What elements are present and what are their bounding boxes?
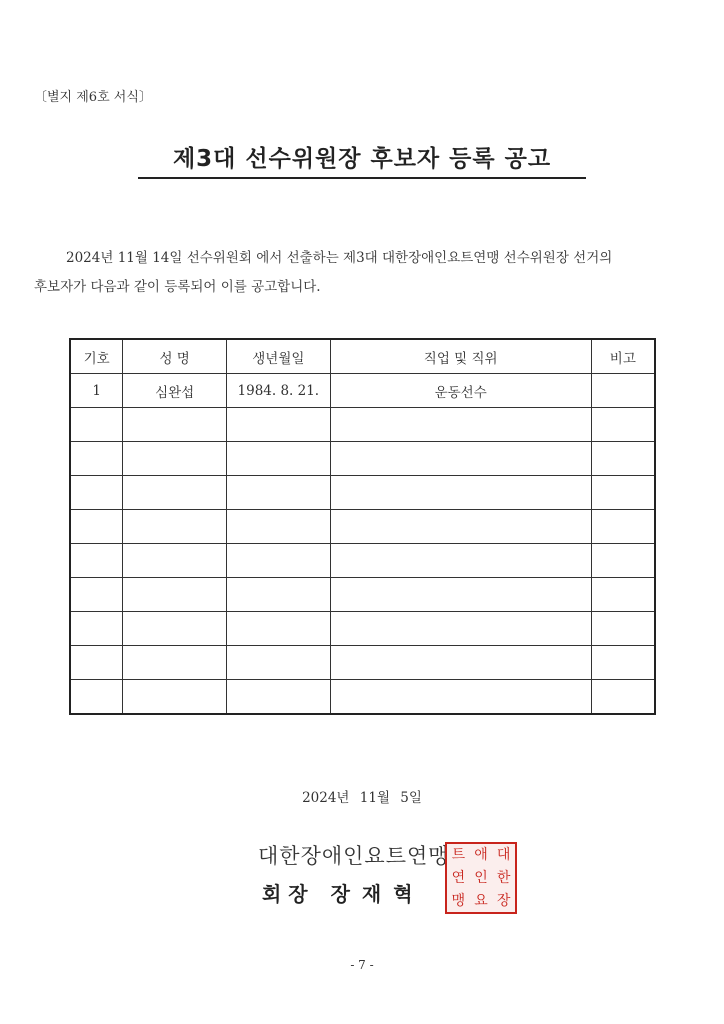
paragraph-line-2: 후보자가 다음과 같이 등록되어 이를 공고합니다. xyxy=(34,279,321,295)
table-cell xyxy=(591,578,655,612)
table-cell xyxy=(226,680,330,715)
table-cell xyxy=(226,442,330,476)
table-cell xyxy=(591,442,655,476)
table-cell xyxy=(123,646,227,680)
table-cell xyxy=(591,510,655,544)
seal-glyph: 인 xyxy=(474,869,488,886)
president-name: 장재혁 xyxy=(330,882,425,906)
table-cell xyxy=(330,544,591,578)
president-signature xyxy=(262,878,441,907)
table-cell xyxy=(70,476,123,510)
table-cell xyxy=(123,476,227,510)
table-row xyxy=(70,374,655,408)
paragraph-line-1: 2024년 11월 14일 선수위원회 에서 선출하는 제3대 대한장애인요트연맹 선수위원장 선거의 xyxy=(66,250,613,266)
table-cell xyxy=(330,510,591,544)
table-cell xyxy=(226,476,330,510)
table-cell xyxy=(70,612,123,646)
table-row xyxy=(70,680,655,715)
official-seal xyxy=(445,842,517,914)
candidate-table xyxy=(69,338,656,715)
page-number: - 7 - xyxy=(350,958,374,972)
seal-glyph: 한 xyxy=(496,869,511,886)
table-cell xyxy=(591,612,655,646)
table-cell xyxy=(226,646,330,680)
table-cell xyxy=(226,408,330,442)
table-cell xyxy=(330,408,591,442)
table-cell xyxy=(70,510,123,544)
table-cell xyxy=(70,442,123,476)
column-header: 생년월일 xyxy=(226,339,330,374)
table-row xyxy=(70,442,655,476)
table-cell xyxy=(70,544,123,578)
table-row xyxy=(70,646,655,680)
table-cell xyxy=(123,408,227,442)
table-cell xyxy=(226,612,330,646)
organization-name: 대한장애인요트연맹 xyxy=(258,844,450,868)
table-cell xyxy=(123,612,227,646)
table-cell xyxy=(123,680,227,715)
column-header: 성 명 xyxy=(123,339,227,374)
table-cell: 운동선수 xyxy=(330,374,591,408)
president-title: 회 장 xyxy=(262,882,308,906)
seal-glyph: 대 xyxy=(496,847,511,864)
announcement-paragraph xyxy=(34,244,694,302)
table-cell xyxy=(591,408,655,442)
table-cell xyxy=(226,510,330,544)
table-cell xyxy=(70,578,123,612)
table-cell xyxy=(123,510,227,544)
seal-glyph: 맹 xyxy=(451,892,466,909)
table-cell xyxy=(70,408,123,442)
seal-glyph: 애 xyxy=(474,847,488,864)
table-cell xyxy=(330,578,591,612)
table-cell xyxy=(591,646,655,680)
seal-glyph: 요 xyxy=(474,892,488,909)
column-header: 기호 xyxy=(70,339,123,374)
table-row xyxy=(70,612,655,646)
table-cell xyxy=(591,476,655,510)
seal-glyph: 장 xyxy=(496,892,511,909)
seal-glyph: 연 xyxy=(451,869,466,886)
table-cell xyxy=(330,442,591,476)
table-cell xyxy=(123,578,227,612)
seal-glyph: 트 xyxy=(451,847,466,864)
table-row xyxy=(70,544,655,578)
table-cell xyxy=(123,442,227,476)
table-row xyxy=(70,476,655,510)
table-cell: 심완섭 xyxy=(123,374,227,408)
table-row xyxy=(70,408,655,442)
table-cell xyxy=(330,476,591,510)
table-cell xyxy=(226,544,330,578)
table-cell xyxy=(591,544,655,578)
table-cell xyxy=(330,646,591,680)
column-header: 직업 및 직위 xyxy=(330,339,591,374)
form-number: 〔별지 제6호 서식〕 xyxy=(34,90,152,105)
table-cell xyxy=(330,680,591,715)
table-cell xyxy=(70,680,123,715)
table-cell: 1984. 8. 21. xyxy=(226,374,330,408)
table-cell xyxy=(330,612,591,646)
column-header: 비고 xyxy=(591,339,655,374)
announcement-date: 2024년 11월 5일 xyxy=(302,790,422,806)
table-cell xyxy=(226,578,330,612)
table-row xyxy=(70,510,655,544)
page-title: 제3대 선수위원장 후보자 등록 공고 xyxy=(138,140,586,179)
table-cell: 1 xyxy=(70,374,123,408)
table-cell xyxy=(123,544,227,578)
table-cell xyxy=(591,374,655,408)
table-cell xyxy=(70,646,123,680)
table-cell xyxy=(591,680,655,715)
table-row xyxy=(70,578,655,612)
